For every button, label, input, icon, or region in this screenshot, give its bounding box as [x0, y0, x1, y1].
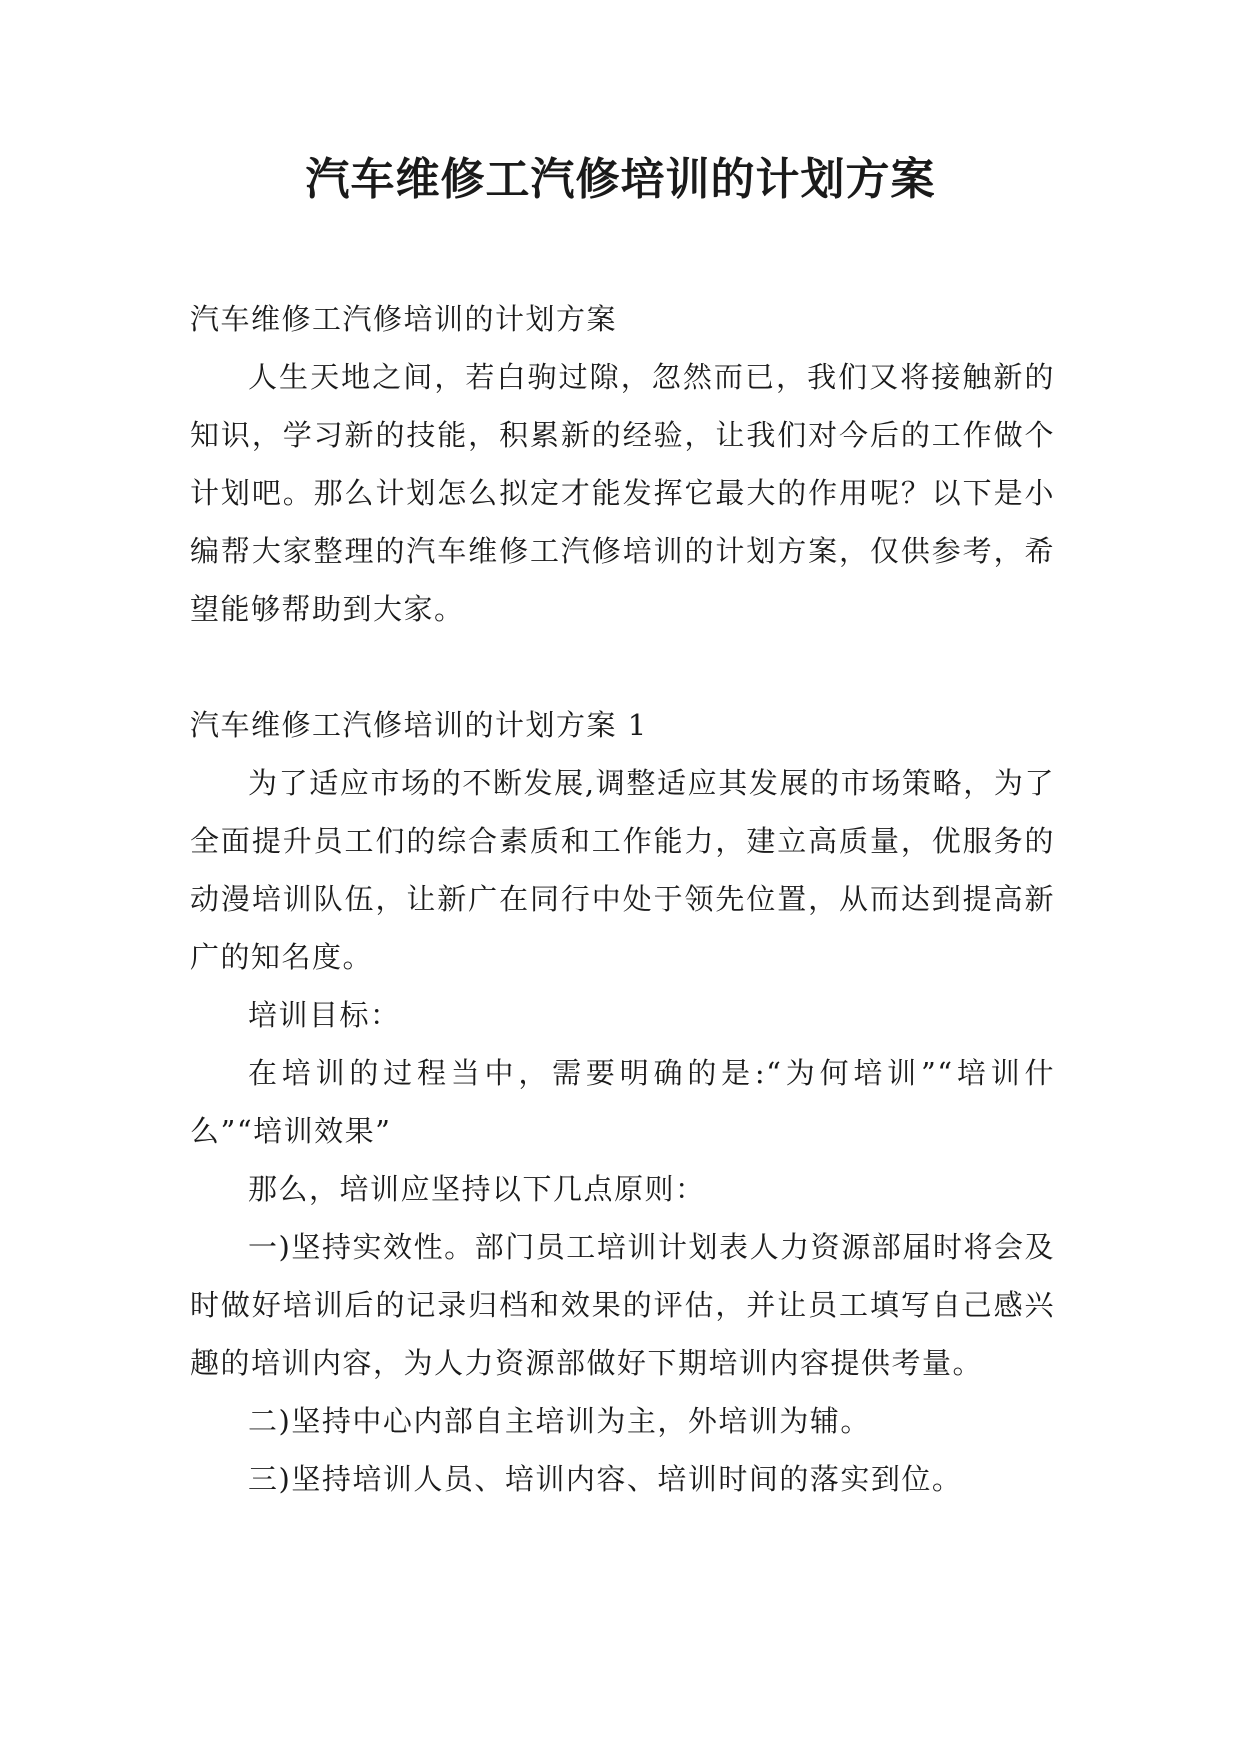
section-paragraph: 那么，培训应坚持以下几点原则： [248, 1172, 706, 1206]
section-spacer [190, 638, 1055, 696]
document-title: 汽车维修工汽修培训的计划方案 [305, 154, 936, 205]
principle-item: 三)坚持培训人员、培训内容、培训时间的落实到位。 [248, 1462, 963, 1496]
section-paragraph: 为了适应市场的不断发展,调整适应其发展的市场策略，为了全面提升员工们的综合素质和工作能力，建立高质量，优服务的动漫培训队伍，让新广在同行中处于领先位置，从而达到提高新广的知名度。 [190, 766, 1055, 974]
training-goal-label: 培训目标： [248, 998, 401, 1032]
principle-item: 一)坚持实效性。部门员工培训计划表人力资源部届时将会及时做好培训后的记录归档和效果的评估，并让员工填写自己感兴趣的培训内容，为人力资源部做好下期培训内容提供考量。 [190, 1230, 1055, 1380]
intro-paragraph: 人生天地之间，若白驹过隙，忽然而已，我们又将接触新的知识，学习新的技能，积累新的经验，让我们对今后的工作做个计划吧。那么计划怎么拟定才能发挥它最大的作用呢？以下是小编帮大家整理的汽车维修工汽修培训的计划方案，仅供参考，希望能够帮助到大家。 [190, 360, 1055, 626]
principle-item: 二)坚持中心内部自主培训为主，外培训为辅。 [248, 1404, 871, 1438]
document-body [190, 290, 1055, 1508]
section-heading: 汽车维修工汽修培训的计划方案 1 [190, 708, 648, 742]
section-paragraph: 在培训的过程当中，需要明确的是:“为何培训”“培训什么”“培训效果” [190, 1056, 1055, 1148]
document-subtitle: 汽车维修工汽修培训的计划方案 [190, 302, 618, 336]
